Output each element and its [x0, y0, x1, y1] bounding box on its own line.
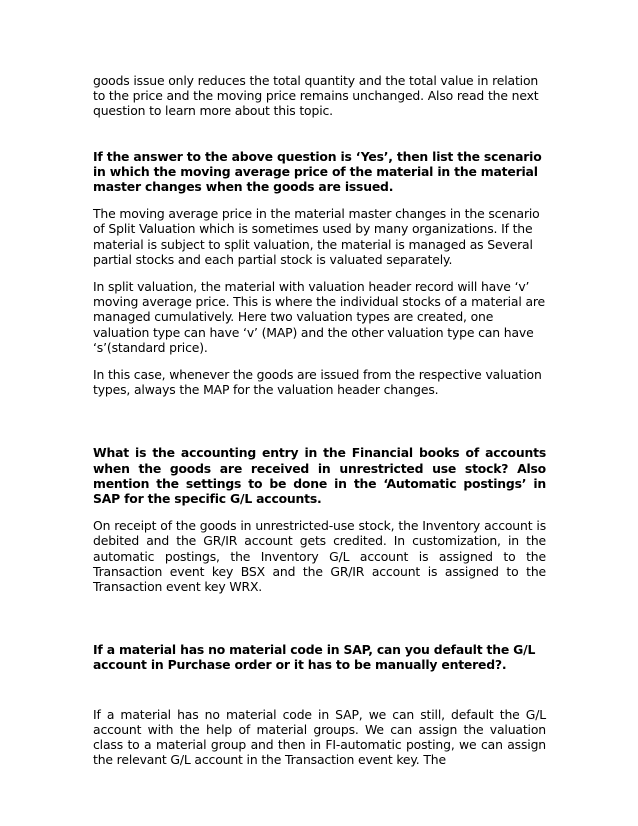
paragraph-map-header-changes: In this case, whenever the goods are issued from the respective valuation types, always the MAP for the valuation header changes.	[93, 367, 542, 398]
paragraph-split-valuation: The moving average price in the material master changes in the scenario of Split Valuation which is sometimes used by many organizations. If the material is subject to split valuation, the material is managed as Several partial stocks and each partial stock is valuated separately.	[93, 206, 540, 267]
question-heading-accounting-entry: What is the accounting entry in the Financial books of accounts when the goods are received in unrestricted use stock? Also mention the settings to be done in the ‘Automatic postings’ in SAP for the specific G/L accounts.	[93, 445, 546, 507]
paragraph-material-groups: If a material has no material code in SAP, we can still, default the G/L account with the help of material groups. We can assign the valuation class to a material group and then in FI-automatic posting, we can assign the relevant G/L account in the Transaction event key. The	[93, 706, 546, 768]
paragraph-goods-issue: goods issue only reduces the total quantity and the total value in relation to the price and the moving price remains unchanged. Also read the next question to learn more about this topic.	[93, 73, 539, 119]
document-page	[93, 73, 546, 768]
question-heading-map-change: If the answer to the above question is ‘Yes’, then list the scenario in which the moving average price of the material in the material master changes when the goods are issued.	[93, 148, 542, 195]
question-heading-default-gl: If a material has no material code in SAP, can you default the G/L account in Purchase order or it has to be manually entered?.	[93, 642, 536, 673]
paragraph-inventory-account: On receipt of the goods in unrestricted-use stock, the Inventory account is debited and the GR/IR account gets credited. In customization, in the automatic postings, the Inventory G/L account is assigned to the Transaction event key BSX and the GR/IR account is assigned to the Transaction event key WRX.	[93, 518, 546, 595]
paragraph-valuation-header: In split valuation, the material with valuation header record will have ‘v’ moving average price. This is where the individual stocks of a material are managed cumulatively. Here two valuation types are created, one valuation type can have ‘v’ (MAP) and the other valuation type can have ‘s’(standard price).	[93, 279, 546, 355]
